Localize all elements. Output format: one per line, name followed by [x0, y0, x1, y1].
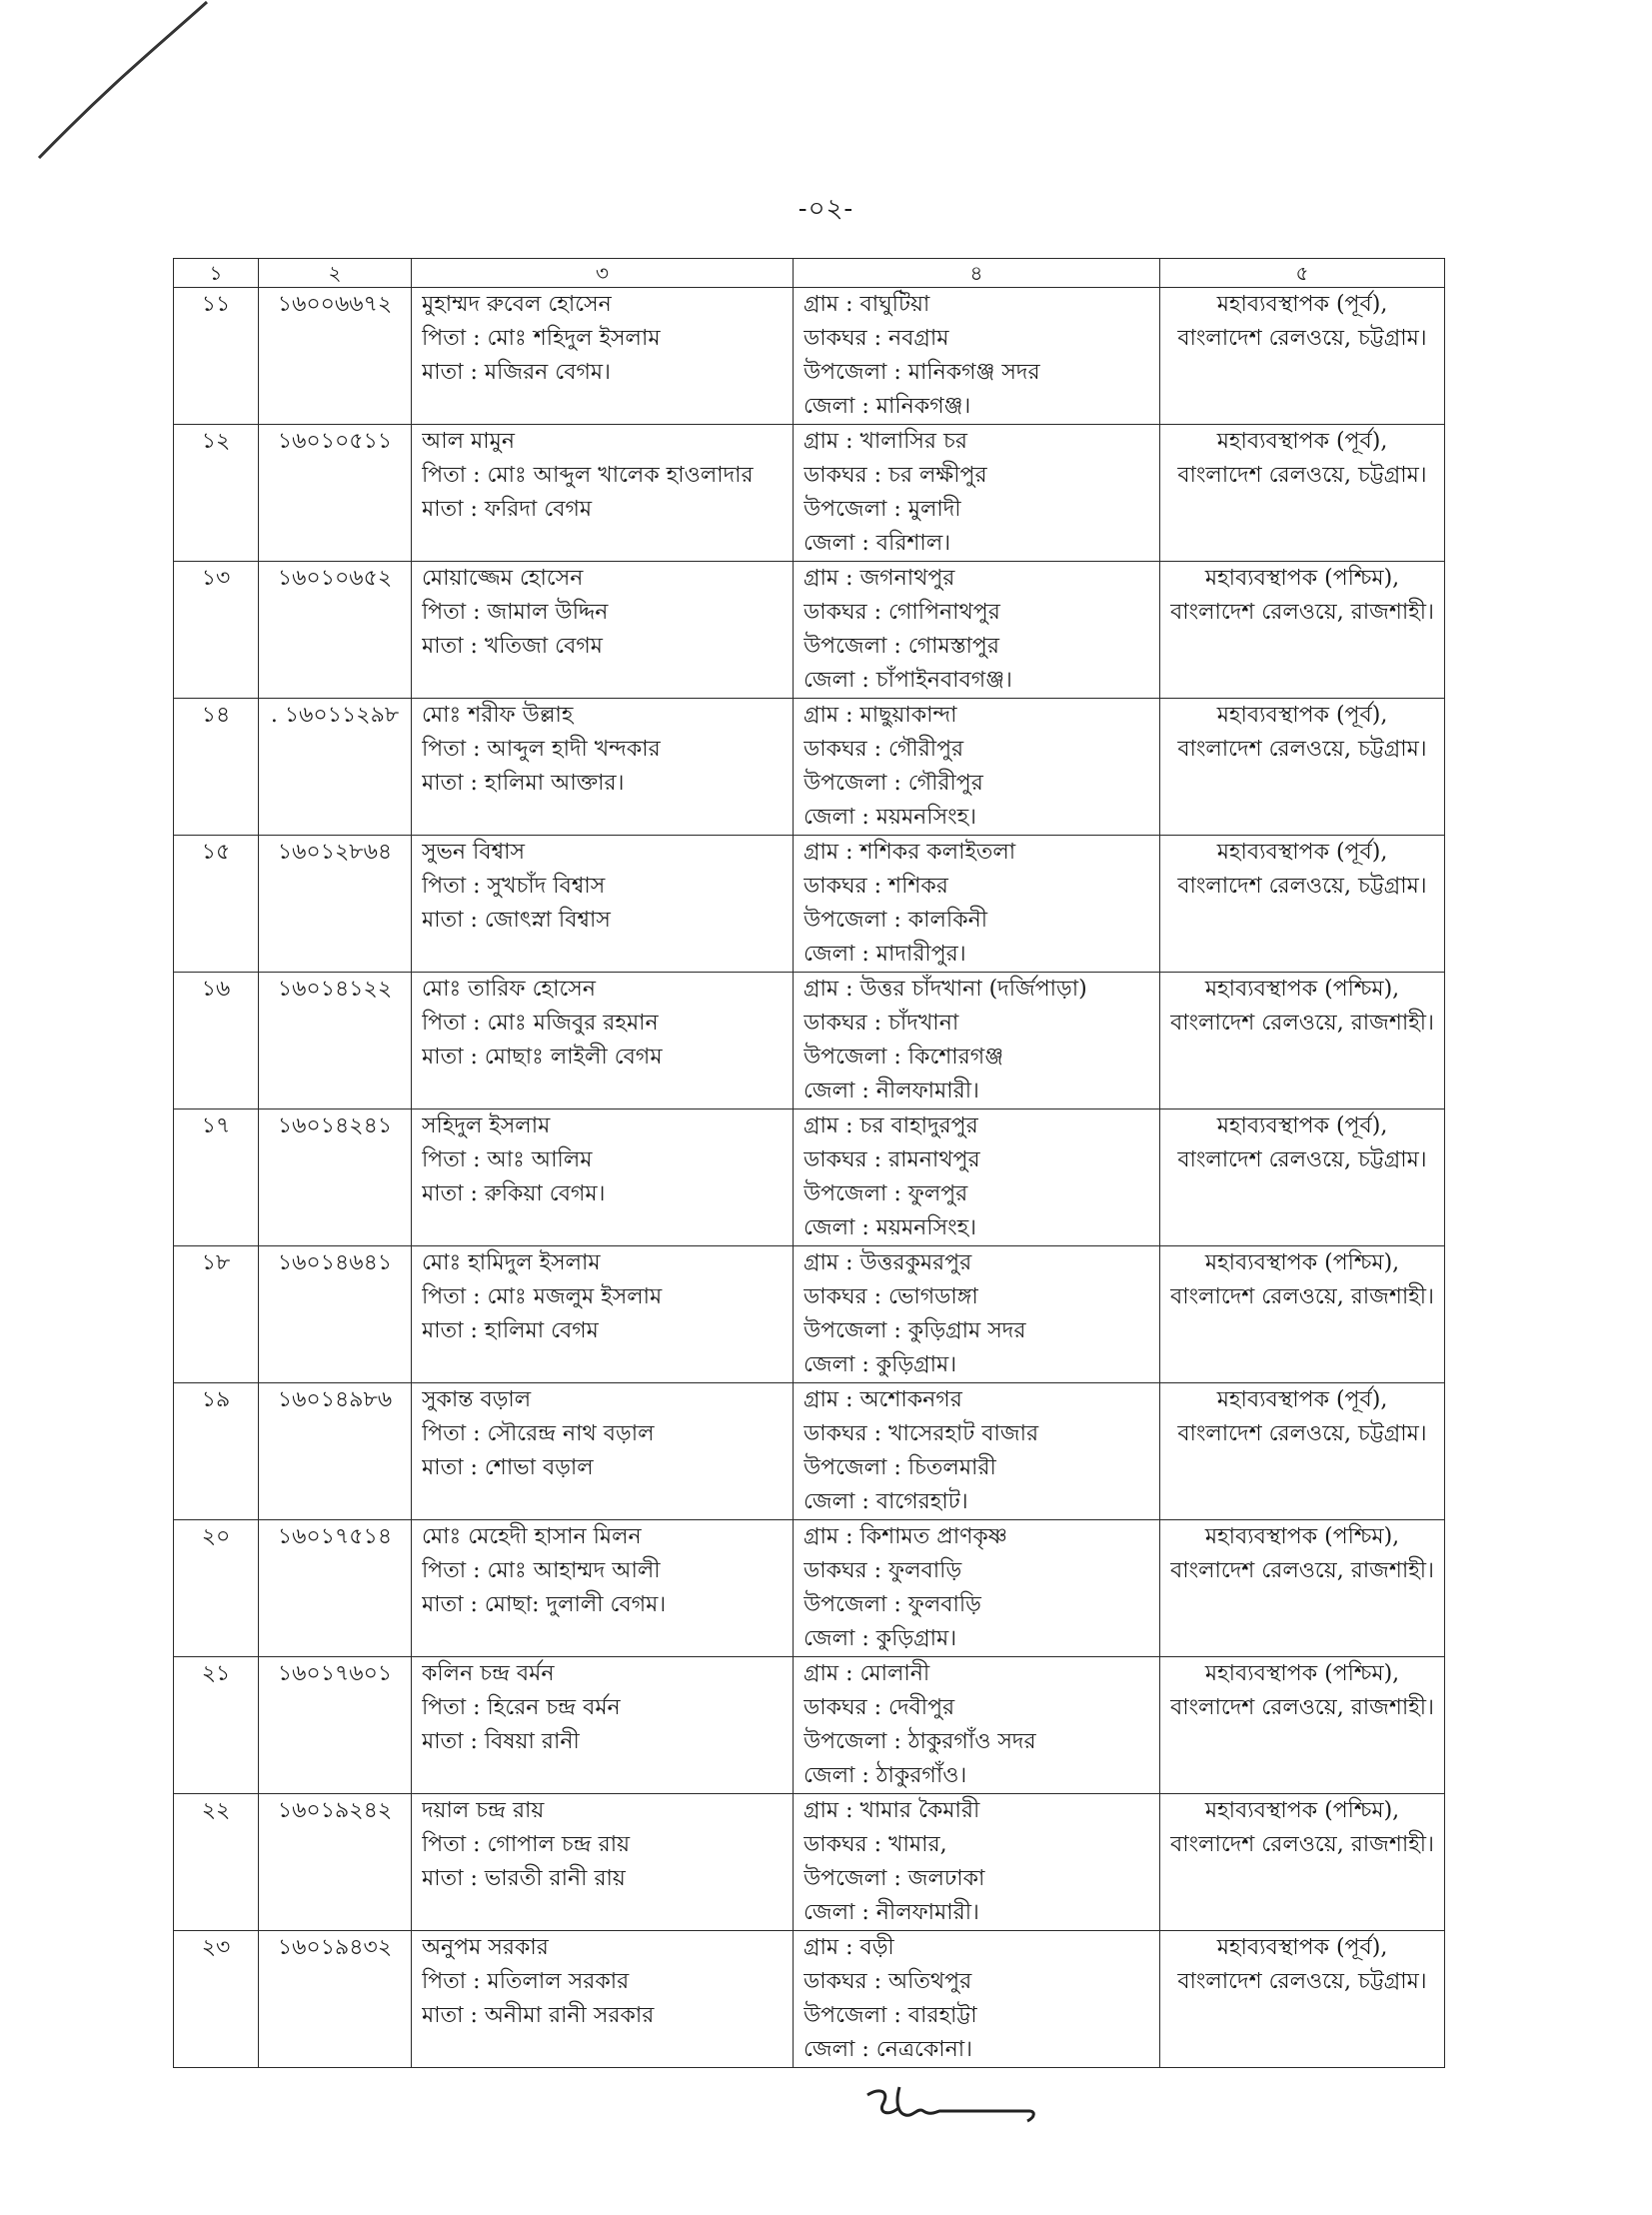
table-row [174, 288, 1445, 425]
mother-line: মাতা : হালিমা বেগম [422, 1318, 599, 1343]
district-line: জেলা : নেত্রকোনা। [804, 2037, 972, 2062]
office-cell [1160, 1794, 1445, 1931]
name-line: মুহাম্মদ রুবেল হোসেন [422, 292, 612, 317]
father-line: পিতা : মোঃ মজিবুর রহমান [422, 1011, 659, 1036]
mother-line: মাতা : মোছাঃ লাইলী বেগম [422, 1045, 663, 1070]
office-cell [1160, 562, 1445, 699]
address-cell [794, 1931, 1160, 2068]
upazila-line: উপজেলা : গৌরীপুর [804, 771, 983, 796]
post-line: ডাকঘর : ভোগডাঙ্গা [804, 1284, 978, 1309]
name-cell [412, 1931, 794, 2068]
name-cell [412, 836, 794, 973]
office-location: বাংলাদেশ রেলওয়ে, চট্টগ্রাম। [1177, 874, 1427, 899]
village-line: গ্রাম : শশিকর কলাইতলা [804, 840, 1016, 865]
mother-line: মাতা : হালিমা আক্তার। [422, 771, 625, 796]
upazila-line: উপজেলা : চিতলমারী [804, 1455, 996, 1480]
serial-cell: ১৬ [174, 973, 259, 1109]
village-line: গ্রাম : মাছুয়াকান্দা [804, 703, 957, 728]
mother-line: মাতা : মজিরন বেগম। [422, 360, 611, 385]
upazila-line: উপজেলা : মুলাদী [804, 497, 961, 522]
office-title: মহাব্যবস্থাপক (পূর্ব), [1216, 1113, 1388, 1138]
upazila-line: উপজেলা : ফুলবাড়ি [804, 1592, 981, 1617]
serial-cell: ২১ [174, 1657, 259, 1794]
name-cell [412, 288, 794, 425]
table-row [174, 699, 1445, 836]
name-cell [412, 1520, 794, 1657]
name-cell [412, 1657, 794, 1794]
village-line: গ্রাম : উত্তরকুমরপুর [804, 1250, 972, 1275]
mother-line: মাতা : জোৎস্না বিশ্বাস [422, 908, 611, 933]
village-line: গ্রাম : অশোকনগর [804, 1387, 962, 1412]
address-cell [794, 1657, 1160, 1794]
district-line: জেলা : মাদারীপুর। [804, 942, 966, 967]
village-line: গ্রাম : কিশামত প্রাণকৃষ্ণ [804, 1524, 1007, 1549]
village-line: গ্রাম : চর বাহাদুরপুর [804, 1113, 978, 1138]
address-cell [794, 1383, 1160, 1520]
village-line: গ্রাম : বাঘুটিয়া [804, 292, 930, 317]
table-row [174, 1794, 1445, 1931]
office-location: বাংলাদেশ রেলওয়ে, চট্টগ্রাম। [1177, 1421, 1427, 1446]
office-cell [1160, 425, 1445, 562]
upazila-line: উপজেলা : গোমস্তাপুর [804, 634, 999, 659]
office-location: বাংলাদেশ রেলওয়ে, চট্টগ্রাম। [1177, 737, 1427, 762]
office-location: বাংলাদেশ রেলওয়ে, চট্টগ্রাম। [1177, 1147, 1427, 1172]
table-row [174, 1657, 1445, 1794]
address-cell [794, 562, 1160, 699]
serial-cell: ১৩ [174, 562, 259, 699]
upazila-line: উপজেলা : মানিকগঞ্জ সদর [804, 360, 1040, 385]
office-location: বাংলাদেশ রেলওয়ে, রাজশাহী। [1170, 1832, 1434, 1857]
village-line: গ্রাম : খামার কৈমারী [804, 1798, 980, 1823]
office-cell [1160, 1520, 1445, 1657]
mother-line: মাতা : রুকিয়া বেগম। [422, 1181, 606, 1206]
village-line: গ্রাম : মোলানী [804, 1661, 930, 1686]
father-line: পিতা : মোঃ শহিদুল ইসলাম [422, 326, 661, 351]
upazila-line: উপজেলা : কুড়িগ্রাম সদর [804, 1318, 1026, 1343]
office-location: বাংলাদেশ রেলওয়ে, চট্টগ্রাম। [1177, 326, 1427, 351]
district-line: জেলা : ময়মনসিংহ। [804, 1215, 977, 1240]
serial-cell: ১৪ [174, 699, 259, 836]
father-line: পিতা : মতিলাল সরকার [422, 1969, 630, 1994]
office-title: মহাব্যবস্থাপক (পশ্চিম), [1204, 1524, 1400, 1549]
post-line: ডাকঘর : অতিথপুর [804, 1969, 972, 1994]
mother-line: মাতা : মোছা: দুলালী বেগম। [422, 1592, 667, 1617]
father-line: পিতা : জামাল উদ্দিন [422, 600, 609, 625]
header-col-5: ৫ [1160, 259, 1445, 288]
serial-cell: ১২ [174, 425, 259, 562]
office-cell [1160, 973, 1445, 1109]
district-line: জেলা : নীলফামারী। [804, 1079, 979, 1104]
address-cell [794, 1246, 1160, 1383]
office-location: বাংলাদেশ রেলওয়ে, রাজশাহী। [1170, 600, 1434, 625]
table-row [174, 1383, 1445, 1520]
office-cell [1160, 1383, 1445, 1520]
address-cell [794, 1520, 1160, 1657]
address-cell [794, 288, 1160, 425]
office-title: মহাব্যবস্থাপক (পশ্চিম), [1204, 1250, 1400, 1275]
name-line: কলিন চন্দ্র বর্মন [422, 1661, 555, 1686]
roll-cell: ১৬০১০৫১১ [259, 425, 412, 562]
roll-cell: ১৬০১০৬৫২ [259, 562, 412, 699]
name-line: দয়াল চন্দ্র রায় [422, 1798, 545, 1823]
roll-cell: ১৬০১৪২৪১ [259, 1109, 412, 1246]
office-title: মহাব্যবস্থাপক (পূর্ব), [1216, 292, 1388, 317]
office-title: মহাব্যবস্থাপক (পশ্চিম), [1204, 1661, 1400, 1686]
name-line: মোয়াজ্জেম হোসেন [422, 566, 584, 591]
scan-artifact-line [35, 0, 210, 160]
roll-cell: ১৬০০৬৬৭২ [259, 288, 412, 425]
post-line: ডাকঘর : গোপিনাথপুর [804, 600, 1000, 625]
header-col-2: ২ [259, 259, 412, 288]
name-cell [412, 1794, 794, 1931]
mother-line: মাতা : ফরিদা বেগম [422, 497, 593, 522]
post-line: ডাকঘর : খাসেরহাট বাজার [804, 1421, 1039, 1446]
table-row [174, 1109, 1445, 1246]
post-line: ডাকঘর : চাঁদখানা [804, 1011, 959, 1036]
father-line: পিতা : আঃ আলিম [422, 1147, 593, 1172]
office-cell [1160, 1246, 1445, 1383]
name-cell [412, 699, 794, 836]
roll-cell: ১৬০১৪৬৪১ [259, 1246, 412, 1383]
district-line: জেলা : চাঁপাইনবাবগঞ্জ। [804, 668, 1012, 693]
upazila-line: উপজেলা : কিশোরগঞ্জ [804, 1045, 1004, 1070]
office-cell [1160, 836, 1445, 973]
upazila-line: উপজেলা : ফুলপুর [804, 1181, 968, 1206]
post-line: ডাকঘর : শশিকর [804, 874, 948, 899]
mother-line: মাতা : ভারতী রানী রায় [422, 1866, 626, 1891]
roll-cell: ১৬০১৯২৪২ [259, 1794, 412, 1931]
post-line: ডাকঘর : গৌরীপুর [804, 737, 964, 762]
serial-cell: ১৫ [174, 836, 259, 973]
header-col-3: ৩ [412, 259, 794, 288]
header-col-4: ৪ [794, 259, 1160, 288]
table-row [174, 1246, 1445, 1383]
office-location: বাংলাদেশ রেলওয়ে, রাজশাহী। [1170, 1558, 1434, 1583]
father-line: পিতা : মোঃ আহাম্মদ আলী [422, 1558, 661, 1583]
office-title: মহাব্যবস্থাপক (পূর্ব), [1216, 429, 1388, 454]
address-cell [794, 973, 1160, 1109]
office-cell [1160, 288, 1445, 425]
name-line: মোঃ শরীফ উল্লাহ [422, 703, 574, 728]
serial-cell: ২২ [174, 1794, 259, 1931]
upazila-line: উপজেলা : জলঢাকা [804, 1866, 985, 1891]
roll-cell: ১৬০১৪১২২ [259, 973, 412, 1109]
name-line: সুকান্ত বড়াল [422, 1387, 532, 1412]
post-line: ডাকঘর : ফুলবাড়ি [804, 1558, 962, 1583]
address-cell [794, 1794, 1160, 1931]
upazila-line: উপজেলা : ঠাকুরগাঁও সদর [804, 1729, 1036, 1754]
name-cell [412, 1246, 794, 1383]
post-line: ডাকঘর : চর লক্ষীপুর [804, 463, 987, 488]
name-line: মোঃ তারিফ হোসেন [422, 977, 596, 1002]
address-cell [794, 836, 1160, 973]
name-line: সুভন বিশ্বাস [422, 840, 526, 865]
header-col-1: ১ [174, 259, 259, 288]
post-line: ডাকঘর : রামনাথপুর [804, 1147, 980, 1172]
father-line: পিতা : সৌরেন্দ্র নাথ বড়াল [422, 1421, 655, 1446]
table-row [174, 973, 1445, 1109]
office-title: মহাব্যবস্থাপক (পূর্ব), [1216, 1935, 1388, 1960]
name-line: মোঃ হামিদুল ইসলাম [422, 1250, 601, 1275]
district-line: জেলা : বাগেরহাট। [804, 1489, 968, 1514]
post-line: ডাকঘর : নবগ্রাম [804, 326, 949, 351]
serial-cell: ১৭ [174, 1109, 259, 1246]
name-cell [412, 425, 794, 562]
serial-cell: ১৮ [174, 1246, 259, 1383]
village-line: গ্রাম : জগনাথপুর [804, 566, 955, 591]
name-cell [412, 562, 794, 699]
father-line: পিতা : মোঃ মজলুম ইসলাম [422, 1284, 663, 1309]
records-table [173, 258, 1445, 2068]
father-line: পিতা : সুখচাঁদ বিশ্বাস [422, 874, 606, 899]
office-title: মহাব্যবস্থাপক (পশ্চিম), [1204, 1798, 1400, 1823]
mother-line: মাতা : শোভা বড়াল [422, 1455, 594, 1480]
table-row [174, 562, 1445, 699]
roll-cell: . ১৬০১১২৯৮ [259, 699, 412, 836]
address-cell [794, 1109, 1160, 1246]
name-line: মোঃ মেহেদী হাসান মিলন [422, 1524, 642, 1549]
post-line: ডাকঘর : খামার, [804, 1832, 947, 1857]
serial-cell: ১১ [174, 288, 259, 425]
serial-cell: ২০ [174, 1520, 259, 1657]
district-line: জেলা : ঠাকুরগাঁও। [804, 1763, 967, 1788]
office-title: মহাব্যবস্থাপক (পূর্ব), [1216, 840, 1388, 865]
office-location: বাংলাদেশ রেলওয়ে, রাজশাহী। [1170, 1695, 1434, 1720]
name-cell [412, 973, 794, 1109]
table-row [174, 1931, 1445, 2068]
upazila-line: উপজেলা : কালকিনী [804, 908, 988, 933]
office-cell [1160, 1109, 1445, 1246]
roll-cell: ১৬০১৭৫১৪ [259, 1520, 412, 1657]
office-location: বাংলাদেশ রেলওয়ে, চট্টগ্রাম। [1177, 1969, 1427, 1994]
mother-line: মাতা : অনীমা রানী সরকার [422, 2003, 655, 2028]
serial-cell: ২৩ [174, 1931, 259, 2068]
village-line: গ্রাম : বড়ী [804, 1935, 894, 1960]
post-line: ডাকঘর : দেবীপুর [804, 1695, 955, 1720]
name-cell [412, 1109, 794, 1246]
page-number: -০২- [798, 194, 854, 224]
office-location: বাংলাদেশ রেলওয়ে, চট্টগ্রাম। [1177, 463, 1427, 488]
district-line: জেলা : কুড়িগ্রাম। [804, 1626, 957, 1651]
table-header-row [174, 259, 1445, 288]
table-row [174, 1520, 1445, 1657]
upazila-line: উপজেলা : বারহাট্টা [804, 2003, 977, 2028]
father-line: পিতা : হিরেন চন্দ্র বর্মন [422, 1695, 621, 1720]
office-location: বাংলাদেশ রেলওয়ে, রাজশাহী। [1170, 1284, 1434, 1309]
district-line: জেলা : ময়মনসিংহ। [804, 805, 977, 830]
roll-cell: ১৬০১৯৪৩২ [259, 1931, 412, 2068]
address-cell [794, 425, 1160, 562]
roll-cell: ১৬০১৭৬০১ [259, 1657, 412, 1794]
office-title: মহাব্যবস্থাপক (পূর্ব), [1216, 703, 1388, 728]
table-row [174, 836, 1445, 973]
father-line: পিতা : মোঃ আব্দুল খালেক হাওলাদার [422, 463, 754, 488]
district-line: জেলা : বরিশাল। [804, 531, 951, 556]
signature [859, 2077, 1039, 2137]
office-location: বাংলাদেশ রেলওয়ে, রাজশাহী। [1170, 1011, 1434, 1036]
office-title: মহাব্যবস্থাপক (পশ্চিম), [1204, 977, 1400, 1002]
office-cell [1160, 699, 1445, 836]
village-line: গ্রাম : উত্তর চাঁদখানা (দর্জিপাড়া) [804, 977, 1087, 1002]
office-title: মহাব্যবস্থাপক (পূর্ব), [1216, 1387, 1388, 1412]
office-title: মহাব্যবস্থাপক (পশ্চিম), [1204, 566, 1400, 591]
district-line: জেলা : নীলফামারী। [804, 1900, 979, 1925]
office-cell [1160, 1931, 1445, 2068]
address-cell [794, 699, 1160, 836]
roll-cell: ১৬০১২৮৬৪ [259, 836, 412, 973]
district-line: জেলা : মানিকগঞ্জ। [804, 394, 971, 419]
name-line: অনুপম সরকার [422, 1935, 549, 1960]
mother-line: মাতা : বিষয়া রানী [422, 1729, 580, 1754]
roll-cell: ১৬০১৪৯৮৬ [259, 1383, 412, 1520]
name-line: আল মামুন [422, 429, 515, 454]
father-line: পিতা : গোপাল চন্দ্র রায় [422, 1832, 631, 1857]
district-line: জেলা : কুড়িগ্রাম। [804, 1352, 957, 1377]
name-cell [412, 1383, 794, 1520]
serial-cell: ১৯ [174, 1383, 259, 1520]
table-row [174, 425, 1445, 562]
village-line: গ্রাম : খালাসির চর [804, 429, 967, 454]
mother-line: মাতা : খতিজা বেগম [422, 634, 603, 659]
name-line: সহিদুল ইসলাম [422, 1113, 551, 1138]
father-line: পিতা : আব্দুল হাদী খন্দকার [422, 737, 661, 762]
office-cell [1160, 1657, 1445, 1794]
